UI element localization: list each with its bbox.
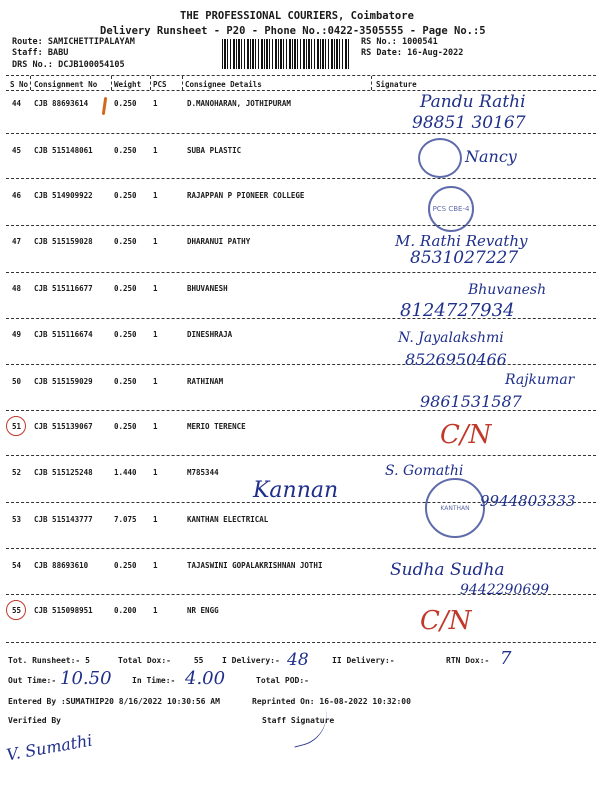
row-consignment: CJB 515148061	[34, 146, 93, 155]
staff-value: BABU	[47, 48, 69, 58]
circle-mark	[6, 600, 26, 620]
table-row	[0, 606, 600, 618]
row-pcs: 1	[153, 146, 158, 155]
row-weight: 7.075	[114, 515, 137, 524]
table-row	[0, 422, 600, 434]
row-rule	[6, 642, 596, 643]
col-details: Consignee Details	[185, 80, 262, 89]
route-row	[12, 37, 135, 47]
row-pcs: 1	[153, 561, 158, 570]
barcode	[222, 39, 350, 69]
row-pcs: 1	[153, 468, 158, 477]
signature-45: Nancy	[465, 147, 517, 166]
row-details: DHARANUI PATHY	[187, 237, 251, 246]
staff-signature-label: Staff Signature	[262, 716, 335, 725]
row-details: D.MANOHARAN, JOTHIPURAM	[187, 99, 291, 108]
total-dox-label: Total Dox:-	[118, 656, 171, 665]
row-consignment: CJB 514909922	[34, 191, 93, 200]
row-pcs: 1	[153, 330, 158, 339]
row-consignment: CJB 515098951	[34, 606, 93, 615]
row-sno: 47	[12, 237, 22, 246]
signature-48-name: Bhuvanesh	[468, 282, 547, 298]
rs-no-label: RS No.:	[361, 37, 397, 47]
verified-by-label: Verified By	[8, 716, 61, 725]
signature-48-phone: 8124727934	[400, 300, 515, 321]
row-weight: 0.250	[114, 191, 137, 200]
header-rule-top	[6, 75, 596, 76]
row-details: MERIO TERENCE	[187, 422, 246, 431]
circle-mark	[6, 416, 26, 436]
signature-50-name: Rajkumar	[505, 372, 575, 388]
rtn-dox-label: RTN Dox:-	[446, 656, 490, 665]
row-consignment: CJB 515159029	[34, 377, 93, 386]
row-weight: 0.200	[114, 606, 137, 615]
col-consignment: Consignment No	[34, 80, 98, 89]
row-pcs: 1	[153, 606, 158, 615]
document-title: THE PROFESSIONAL COURIERS, Coimbatore	[180, 10, 414, 22]
table-row	[0, 330, 600, 342]
row-weight: 0.250	[114, 330, 137, 339]
row-weight: 0.250	[114, 237, 137, 246]
out-time-label: Out Time:-	[8, 676, 57, 685]
tot-runsheet	[8, 656, 90, 665]
row-sno: 53	[12, 515, 22, 524]
col-separator	[371, 76, 372, 90]
rs-no-row	[361, 37, 438, 47]
col-separator	[30, 76, 31, 90]
row-pcs: 1	[153, 191, 158, 200]
row-consignment: CJB 515116677	[34, 284, 93, 293]
col-separator	[182, 76, 183, 90]
signature-44-phone: 98851 30167	[412, 113, 526, 133]
row-consignment: CJB 88693614	[34, 99, 89, 108]
i-delivery-value: 48	[287, 650, 309, 670]
table-row	[0, 561, 600, 573]
col-signature: Signature	[376, 80, 417, 89]
row-weight: 0.250	[114, 146, 137, 155]
total-dox-value: 55	[193, 656, 204, 665]
row-details: NR ENGG	[187, 606, 219, 615]
row-consignment: CJB 515159028	[34, 237, 93, 246]
row-rule	[6, 548, 596, 549]
stamp-45	[418, 138, 462, 178]
signature-53-left: Kannan	[253, 478, 339, 503]
row-details: RAJAPPAN P PIONEER COLLEGE	[187, 191, 305, 200]
rs-no-value: 1000541	[401, 37, 438, 47]
drs-row	[12, 60, 125, 70]
signature-51: C/N	[440, 420, 492, 450]
route-value: SAMICHETTIPALAYAM	[47, 37, 135, 47]
col-pcs: PCS	[153, 80, 167, 89]
table-row	[0, 515, 600, 527]
signature-54-phone: 9442290699	[460, 582, 550, 598]
ii-delivery-label: II Delivery:-	[332, 656, 395, 665]
row-consignment: CJB 515143777	[34, 515, 93, 524]
rs-date-value: 16-Aug-2022	[407, 48, 464, 58]
signature-52-name: S. Gomathi	[385, 463, 464, 479]
row-pcs: 1	[153, 284, 158, 293]
row-weight: 0.250	[114, 284, 137, 293]
tot-runsheet-label: Tot. Runsheet:-	[8, 656, 81, 665]
stamp-53: KANTHAN	[425, 478, 485, 538]
in-time-value: 4.00	[185, 668, 226, 689]
row-rule	[6, 133, 596, 134]
col-separator	[111, 76, 112, 90]
row-details: SUBA PLASTIC	[187, 146, 242, 155]
row-sno: 52	[12, 468, 22, 477]
row-details: KANTHAN ELECTRICAL	[187, 515, 269, 524]
row-details: TAJASWINI GOPALAKRISHNAN JOTHI	[187, 561, 323, 570]
header-rule-bottom	[6, 90, 596, 91]
row-rule	[6, 178, 596, 179]
out-time-value: 10.50	[60, 668, 112, 689]
row-sno: 50	[12, 377, 22, 386]
row-pcs: 1	[153, 99, 158, 108]
row-consignment: CJB 88693610	[34, 561, 89, 570]
signature-44-name: Pandu Rathi	[420, 92, 526, 112]
staff-row	[12, 48, 68, 58]
row-sno: 46	[12, 191, 22, 200]
rs-date-row	[361, 48, 463, 58]
staff-label: Staff:	[12, 48, 43, 58]
rtn-dox-value: 7	[500, 648, 512, 669]
row-details: M785344	[187, 468, 219, 477]
col-weight: Weight	[114, 80, 142, 89]
row-rule	[6, 455, 596, 456]
signature-50-phone: 9861531587	[420, 392, 522, 411]
row-weight: 0.250	[114, 99, 137, 108]
tot-runsheet-value: 5	[85, 656, 90, 665]
row-weight: 1.440	[114, 468, 137, 477]
signature-54-name: Sudha Sudha	[390, 560, 505, 580]
row-consignment: CJB 515116674	[34, 330, 93, 339]
col-sno: S No	[10, 80, 29, 89]
row-sno: 48	[12, 284, 22, 293]
row-consignment: CJB 515125248	[34, 468, 93, 477]
entered-by: Entered By :SUMATHIP20 8/16/2022 10:30:56 AM	[8, 697, 220, 706]
signature-49-name: N. Jayalakshmi	[398, 330, 504, 346]
row-details: BHUVANESH	[187, 284, 228, 293]
row-pcs: 1	[153, 422, 158, 431]
route-label: Route:	[12, 37, 43, 47]
row-rule	[6, 272, 596, 273]
total-dox	[118, 656, 203, 665]
total-pod-label: Total POD:-	[256, 676, 309, 685]
row-consignment: CJB 515139067	[34, 422, 93, 431]
row-sno: 44	[12, 99, 22, 108]
signature-47-phone: 8531027227	[410, 248, 519, 268]
row-details: RATHINAM	[187, 377, 224, 386]
row-weight: 0.250	[114, 561, 137, 570]
staff-signature-scribble	[287, 707, 334, 747]
signature-47-name: M. Rathi Revathy	[395, 232, 528, 250]
row-sno: 49	[12, 330, 22, 339]
row-rule	[6, 364, 596, 365]
reprinted-on: Reprinted On: 16-08-2022 10:32:00	[252, 697, 411, 706]
signature-49-phone: 8526950466	[405, 350, 507, 369]
row-rule	[6, 225, 596, 226]
document-subtitle: Delivery Runsheet - P20 - Phone No.:0422-3505555 - Page No.:5	[100, 25, 486, 37]
row-pcs: 1	[153, 377, 158, 386]
in-time-label: In Time:-	[132, 676, 176, 685]
drs-label: DRS No.:	[12, 60, 53, 70]
row-pcs: 1	[153, 515, 158, 524]
row-weight: 0.250	[114, 422, 137, 431]
col-separator	[150, 76, 151, 90]
signature-55: C/N	[420, 606, 472, 636]
row-sno: 45	[12, 146, 22, 155]
table-row	[0, 191, 600, 203]
i-delivery-label: I Delivery:-	[222, 656, 280, 665]
verified-signature: V. Sumathi	[5, 730, 94, 765]
drs-value: DCJB100054105	[58, 60, 125, 70]
row-weight: 0.250	[114, 377, 137, 386]
row-sno: 54	[12, 561, 22, 570]
signature-53-phone: 9944803333	[480, 492, 576, 510]
row-sno: 55	[12, 606, 22, 615]
row-sno: 51	[12, 422, 22, 431]
stamp-46: PCS CBE-4	[428, 186, 474, 232]
row-pcs: 1	[153, 237, 158, 246]
rs-date-label: RS Date:	[361, 48, 402, 58]
row-details: DINESHRAJA	[187, 330, 233, 339]
